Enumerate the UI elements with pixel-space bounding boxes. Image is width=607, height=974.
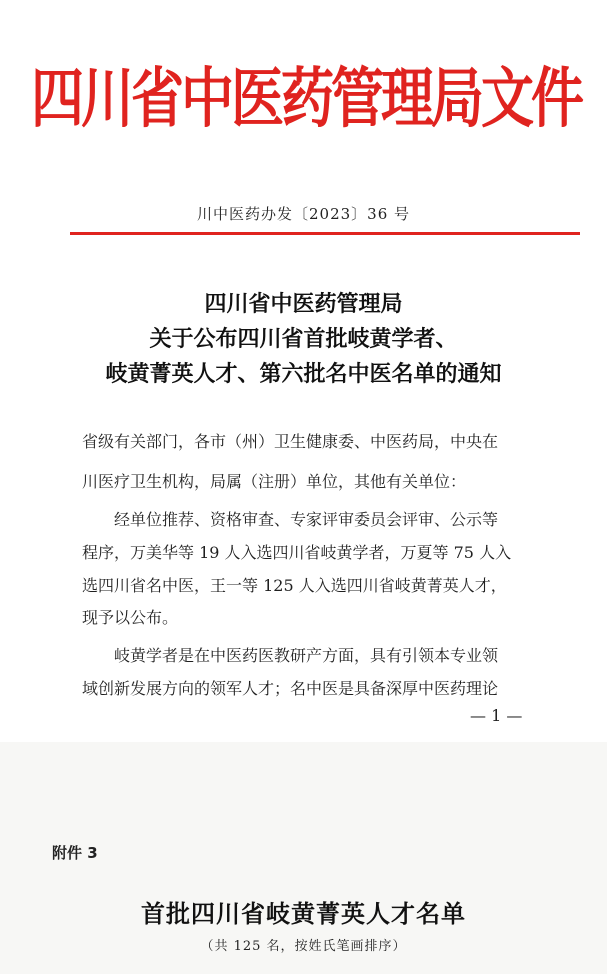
body-line-1: 省级有关部门，各市（州）卫生健康委、中医药局，中央在 bbox=[82, 432, 499, 451]
list-subtitle: （共 125 名，按姓氏笔画排序） bbox=[200, 939, 407, 954]
page-number: — 1 — bbox=[470, 706, 523, 725]
red-divider-line bbox=[70, 232, 580, 235]
body-line-8: 域创新发展方向的领军人才；名中医是具备深厚中医药理论 bbox=[82, 679, 499, 698]
notice-title-line-2: 关于公布四川省首批岐黄学者、 bbox=[149, 326, 458, 352]
body-line-7: 岐黄学者是在中医药医教研产方面，具有引领本专业领 bbox=[82, 646, 499, 665]
notice-title-line-1: 四川省中医药管理局 bbox=[204, 291, 403, 317]
notice-title-line-3: 岐黄菁英人才、第六批名中医名单的通知 bbox=[105, 361, 502, 387]
body-line-5: 选四川省名中医，王一等 125 人入选四川省岐黄菁英人才， bbox=[82, 576, 507, 595]
body-line-3: 经单位推荐、资格审查、专家评审委员会评审、公示等 bbox=[82, 510, 499, 529]
body-line-4: 程序，万美华等 19 人入选四川省岐黄学者，万夏等 75 人入 bbox=[82, 543, 512, 562]
list-title: 首批四川省岐黄菁英人才名单 bbox=[141, 899, 466, 928]
masthead-title: 四川省中医药管理局文件 bbox=[31, 61, 581, 137]
document-number: 川中医药办发〔2023〕36 号 bbox=[196, 205, 411, 223]
body-line-2: 川医疗卫生机构，局属（注册）单位，其他有关单位： bbox=[82, 472, 467, 491]
attachment-label: 附件 3 bbox=[52, 844, 98, 862]
body-line-6: 现予以公布。 bbox=[82, 608, 179, 627]
